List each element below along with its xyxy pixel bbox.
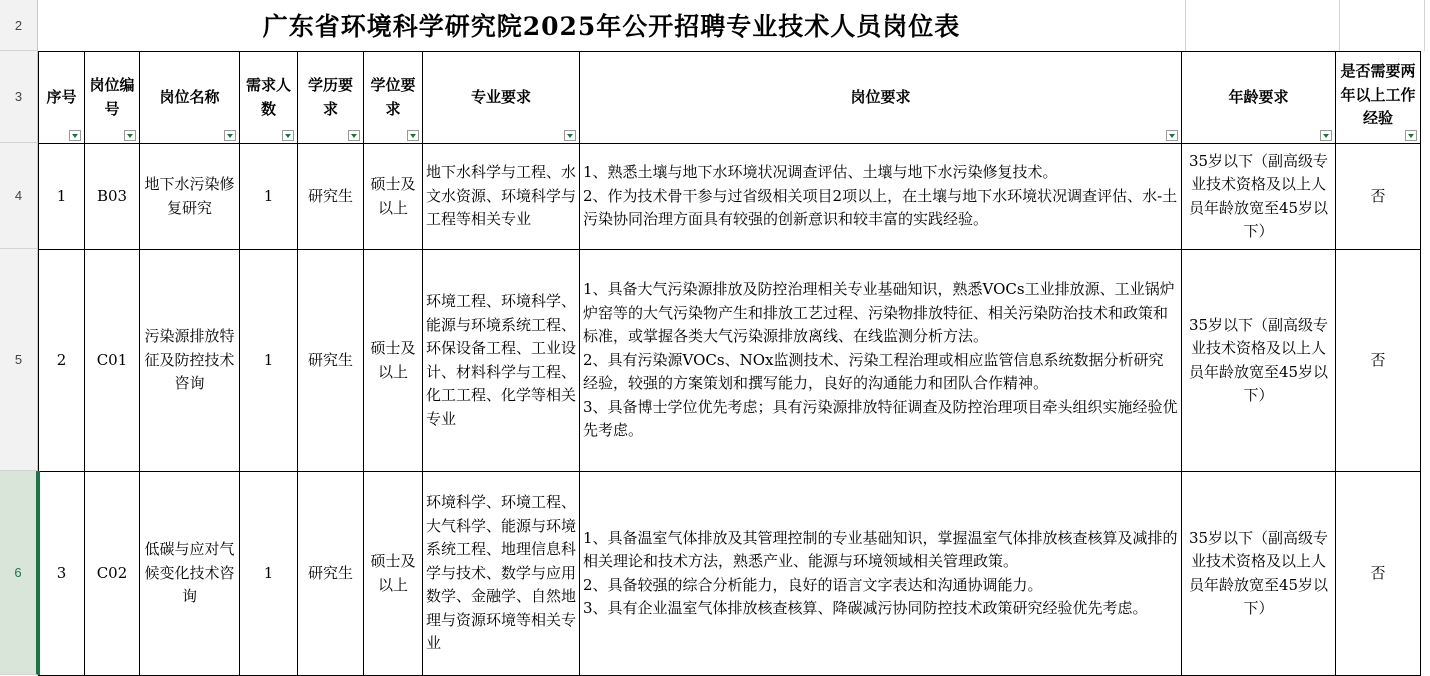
filter-dropdown-icon[interactable] — [69, 130, 81, 141]
cell-age[interactable]: 35岁以下（副高级专业技术资格及以上人员年龄放宽至45岁以下） — [1182, 250, 1336, 472]
cell-req[interactable]: 1、具备大气污染源排放及防控治理相关专业基础知识，熟悉VOCs工业排放源、工业锅炉炉窑等的大气污染物产生和排放工艺过程、污染物排放特征、相关污染防治技术和政策和标准，或掌握各类大气污染源排放离线、在线监测分析方法。 2、具有污染源VOCs、NOx监测技术、污染工程治理或相应监管信息系统数据分析研究经验，较强的方案策划和撰写能力，良好的沟通能力和团队合作精神。 3、具备博士学位优先考虑；具有污染源排放特征调查及防控治理项目牵头组织实施经验优先考虑。 — [580, 250, 1182, 472]
filter-dropdown-icon[interactable] — [1166, 130, 1178, 141]
cell-exp[interactable]: 否 — [1336, 144, 1421, 250]
cell-name[interactable]: 地下水污染修复研究 — [140, 144, 240, 250]
title-right-gridline-2 — [1339, 0, 1340, 51]
table-row — [39, 472, 1421, 676]
title-right-gridline-3 — [1424, 0, 1425, 51]
cell-no[interactable]: 1 — [39, 144, 85, 250]
cell-major[interactable]: 地下水科学与工程、水文水资源、环境科学与工程等相关专业 — [423, 144, 580, 250]
header-cell-degree[interactable]: 学位要求 — [364, 52, 423, 144]
cell-major[interactable]: 环境科学、环境工程、大气科学、能源与环境系统工程、地理信息科学与技术、数学与应用数学、金融学、自然地理与资源环境等相关专业 — [423, 472, 580, 676]
row-header-5[interactable]: 5 — [0, 249, 38, 471]
cell-code[interactable]: C01 — [85, 250, 140, 472]
filter-dropdown-icon[interactable] — [564, 130, 576, 141]
cell-degree[interactable]: 硕士及以上 — [364, 250, 423, 472]
filter-dropdown-icon[interactable] — [282, 130, 294, 141]
cell-exp[interactable]: 否 — [1336, 250, 1421, 472]
cell-req[interactable]: 1、具备温室气体排放及其管理控制的专业基础知识，掌握温室气体排放核查核算及减排的相关理论和技术方法，熟悉产业、能源与环境领域相关管理政策。 2、具备较强的综合分析能力，良好的语言文字表达和沟通协调能力。 3、具有企业温室气体排放核查核算、降碳减污协同防控技术政策研究经验优先考虑。 — [580, 472, 1182, 676]
cell-count[interactable]: 1 — [240, 144, 298, 250]
header-cell-code[interactable]: 岗位编号 — [85, 52, 140, 144]
title-right-gridline — [1185, 0, 1186, 51]
filter-dropdown-icon[interactable] — [124, 130, 136, 141]
row-header-2[interactable]: 2 — [0, 0, 38, 51]
cell-major[interactable]: 环境工程、环境科学、能源与环境系统工程、环保设备工程、工业设计、材料科学与工程、化工工程、化学等相关专业 — [423, 250, 580, 472]
cell-count[interactable]: 1 — [240, 250, 298, 472]
cell-code[interactable]: C02 — [85, 472, 140, 676]
cell-age[interactable]: 35岁以下（副高级专业技术资格及以上人员年龄放宽至45岁以下） — [1182, 144, 1336, 250]
cell-edu[interactable]: 研究生 — [298, 144, 364, 250]
header-row — [39, 52, 1421, 144]
filter-dropdown-icon[interactable] — [224, 130, 236, 141]
cell-degree[interactable]: 硕士及以上 — [364, 472, 423, 676]
cell-no[interactable]: 3 — [39, 472, 85, 676]
filter-dropdown-icon[interactable] — [348, 130, 360, 141]
filter-dropdown-icon[interactable] — [407, 130, 419, 141]
cell-count[interactable]: 1 — [240, 472, 298, 676]
header-cell-req[interactable]: 岗位要求 — [580, 52, 1182, 144]
cell-age[interactable]: 35岁以下（副高级专业技术资格及以上人员年龄放宽至45岁以下） — [1182, 472, 1336, 676]
row-header-3[interactable]: 3 — [0, 51, 38, 143]
header-cell-name[interactable]: 岗位名称 — [140, 52, 240, 144]
table-row — [39, 144, 1421, 250]
cell-exp[interactable]: 否 — [1336, 472, 1421, 676]
cell-degree[interactable]: 硕士及以上 — [364, 144, 423, 250]
recruitment-table — [38, 51, 1421, 676]
cell-name[interactable]: 污染源排放特征及防控技术咨询 — [140, 250, 240, 472]
filter-dropdown-icon[interactable] — [1320, 130, 1332, 141]
header-cell-age[interactable]: 年龄要求 — [1182, 52, 1336, 144]
cell-no[interactable]: 2 — [39, 250, 85, 472]
table-row — [39, 250, 1421, 472]
header-cell-major[interactable]: 专业要求 — [423, 52, 580, 144]
header-cell-exp[interactable]: 是否需要两年以上工作经验 — [1336, 52, 1421, 144]
selection-border — [38, 471, 40, 675]
header-cell-no[interactable]: 序号 — [39, 52, 85, 144]
sheet-title[interactable]: 广东省环境科学研究院2025年公开招聘专业技术人员岗位表 — [262, 12, 961, 41]
row-header-4[interactable]: 4 — [0, 143, 38, 249]
cell-edu[interactable]: 研究生 — [298, 472, 364, 676]
header-cell-edu[interactable]: 学历要求 — [298, 52, 364, 144]
cell-name[interactable]: 低碳与应对气候变化技术咨询 — [140, 472, 240, 676]
cell-req[interactable]: 1、熟悉土壤与地下水环境状况调查评估、土壤与地下水污染修复技术。 2、作为技术骨干参与过省级相关项目2项以上，在土壤与地下水环境状况调查评估、水-土污染协同治理方面具有较强的创新意识和较丰富的实践经验。 — [580, 144, 1182, 250]
cell-code[interactable]: B03 — [85, 144, 140, 250]
row-header-6[interactable]: 6 — [0, 471, 38, 675]
filter-dropdown-icon[interactable] — [1405, 130, 1417, 141]
cell-edu[interactable]: 研究生 — [298, 250, 364, 472]
header-cell-count[interactable]: 需求人数 — [240, 52, 298, 144]
